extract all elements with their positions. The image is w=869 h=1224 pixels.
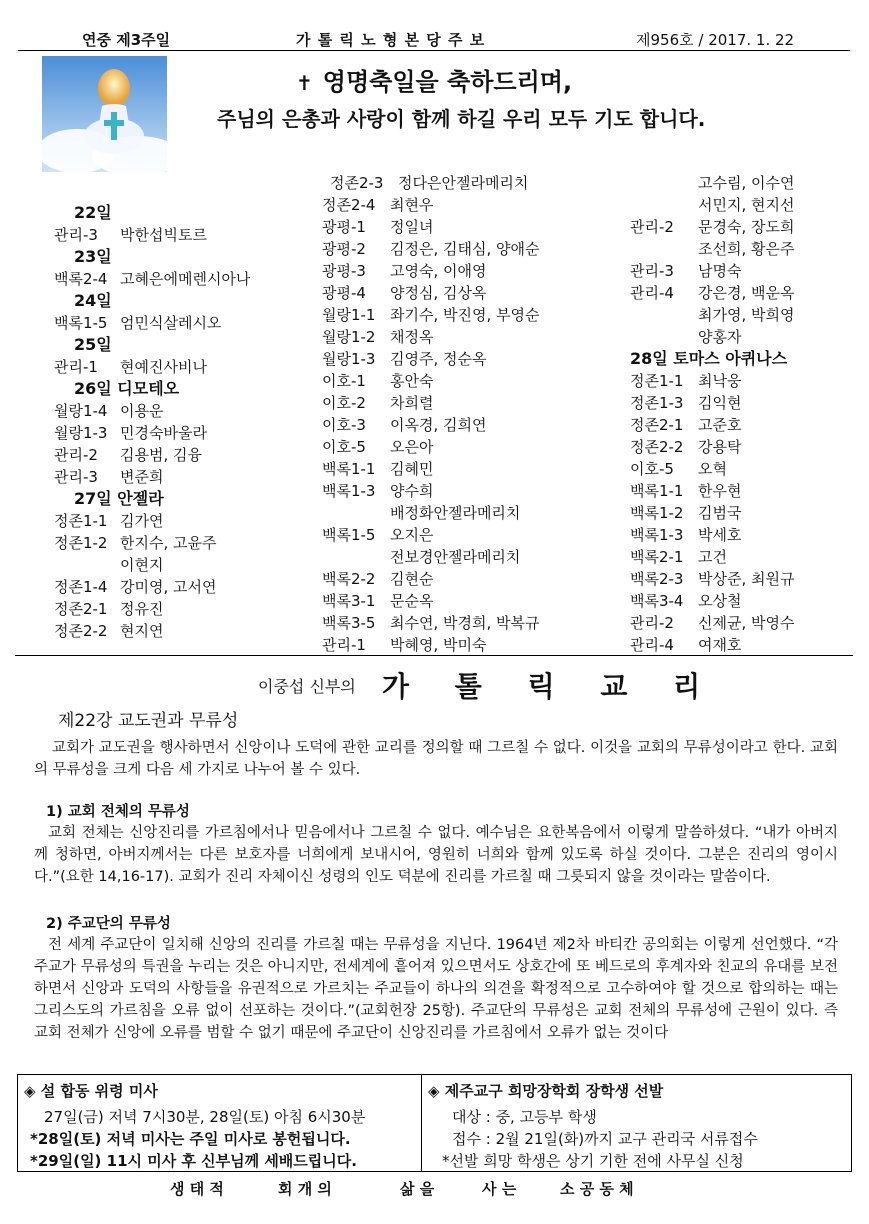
group-label: 광평-2 bbox=[322, 240, 366, 258]
member-names: 서민지, 현지선 bbox=[698, 196, 795, 214]
feast-entry bbox=[630, 502, 794, 524]
feast-entry bbox=[322, 546, 539, 568]
group-label bbox=[54, 554, 120, 576]
feast-entry bbox=[54, 444, 250, 466]
section1-title: 1) 교회 전체의 무류성 bbox=[46, 804, 190, 820]
member-names: 문경숙, 장도희 bbox=[698, 218, 795, 236]
feast-entry bbox=[630, 568, 794, 590]
member-names: 전보경안젤라메리치 bbox=[390, 548, 521, 566]
feast-entry bbox=[630, 612, 794, 634]
group-label: 광평-1 bbox=[322, 218, 366, 236]
feast-entry bbox=[54, 400, 250, 422]
feast-entry bbox=[322, 568, 539, 590]
group-label: 관리-1 bbox=[54, 358, 98, 376]
feast-day-heading: 22일 bbox=[74, 203, 112, 222]
member-names: 고준호 bbox=[698, 416, 742, 434]
liturgical-week: 연중 제3주일 bbox=[82, 31, 171, 49]
group-label bbox=[630, 326, 698, 348]
feast-entry bbox=[322, 414, 539, 436]
member-names: 이옥경, 김희연 bbox=[390, 416, 487, 434]
member-names: 엄민식살레시오 bbox=[120, 314, 222, 332]
feast-entry bbox=[54, 312, 250, 334]
group-label: 백록2-2 bbox=[322, 570, 376, 588]
group-label: 정존2-1 bbox=[54, 600, 108, 618]
group-label bbox=[322, 502, 390, 524]
feast-day-heading: 23일 bbox=[74, 247, 112, 266]
feast-entry bbox=[630, 414, 794, 436]
group-label bbox=[630, 172, 698, 194]
member-names: 김용범, 김융 bbox=[120, 446, 202, 464]
member-names: 고수림, 이수연 bbox=[698, 174, 795, 192]
feast-list-col2 bbox=[322, 172, 539, 656]
section2-text: 전 세계 주교단이 일치해 신앙의 진리를 가르칠 때는 무류성을 지닌다. 1964년 제2차 바티칸 공의회는 이렇게 선언했다. “각 주교가 무류성의 특권을 누리는 것은 아니지만, 전세계에 흩어져 있으면서도 상호간에 또 베드로의 후계자와 친교의 유대를 보전하면서 신앙과 도덕의 사항들을 유권적으로 가르치는 주교들이 하나의 의견을 확정적으로 고수하여야 할 것으로 합의하는 때는 그리스도의 가르침을 오류 없이 선포하는 것이다.”(교회헌장 25항). 주교단의 무류성은 교회 전체의 무류성에 근원이 있다. 즉 교회 전체가 신앙에 오류를 범할 수 없기 때문에 주교단이 신앙진리를 가르침에서 오류가 없는 것이다 bbox=[34, 937, 838, 1041]
feast-entry bbox=[54, 576, 250, 598]
group-label: 백록1-3 bbox=[322, 482, 376, 500]
group-label: 이호-1 bbox=[322, 372, 366, 390]
member-names: 배정화안젤라메리치 bbox=[390, 504, 521, 522]
group-label: 백록1-1 bbox=[630, 482, 684, 500]
feast-day-heading: 24일 bbox=[74, 291, 112, 310]
notice-left-line: *29일(일) 11시 미사 후 신부님께 세배드립니다. bbox=[30, 1152, 357, 1170]
group-label: 관리-4 bbox=[630, 284, 674, 302]
feast-entry bbox=[630, 216, 794, 238]
doctrine-author: 이중섭 신부의 bbox=[258, 677, 356, 696]
member-names: 정일녀 bbox=[390, 218, 434, 236]
member-names: 김현순 bbox=[390, 570, 434, 588]
notice-right-title: ◈ 제주교구 희망장학회 장학생 선발 bbox=[428, 1082, 664, 1100]
bulletin-name: 가 톨 릭 노 형 본 당 주 보 bbox=[296, 31, 486, 49]
banner-subtitle: 주님의 은총과 사랑이 함께 하길 우리 모두 기도 합니다. bbox=[217, 107, 706, 131]
section1-text: 교회 전체는 신앙진리를 가르침에서나 믿음에서나 그르칠 수 없다. 예수님은 요한복음에서 이렇게 말씀하셨다. “내가 아버지께 청하면, 아버지께서는 다른 보호자를 너희에게 보내시어, 영원히 너희와 함께 있도록 하실 것이다. 그분은 진리의 영이시다.”(요한 14,16-17). 교회가 진리 자체이신 성령의 인도 덕분에 진리를 가르칠 때 그릇되지 않을 것이라는 말씀이다. bbox=[34, 825, 838, 885]
footer-word: 생 태 적 bbox=[170, 1180, 224, 1198]
member-names: 오혁 bbox=[698, 460, 727, 478]
footer-word: 삶 을 bbox=[400, 1180, 435, 1198]
notice-left-line: 27일(금) 저녁 7시30분, 28일(토) 아침 6시30분 bbox=[44, 1108, 366, 1126]
feast-entry bbox=[322, 612, 539, 634]
group-label: 월랑1-3 bbox=[322, 350, 376, 368]
group-label: 광평-4 bbox=[322, 284, 366, 302]
notice-left-title: ◈ 설 합동 위령 미사 bbox=[24, 1082, 158, 1100]
member-names: 차희렬 bbox=[390, 394, 434, 412]
group-label: 정존2-4 bbox=[322, 196, 376, 214]
group-label: 정존2-2 bbox=[630, 438, 684, 456]
member-names: 남명숙 bbox=[698, 262, 742, 280]
feast-day-heading: 26일 디모테오 bbox=[74, 379, 180, 398]
feast-entry bbox=[322, 238, 539, 260]
member-names: 강미영, 고서연 bbox=[120, 578, 217, 596]
feast-entry bbox=[322, 392, 539, 414]
feast-entry bbox=[54, 224, 250, 246]
group-label: 백록2-4 bbox=[54, 270, 108, 288]
group-label: 정존1-1 bbox=[54, 512, 108, 530]
feast-entry bbox=[322, 348, 539, 370]
feast-entry bbox=[630, 172, 794, 194]
group-label: 정존2-1 bbox=[630, 416, 684, 434]
group-label bbox=[322, 546, 390, 568]
member-names: 신제균, 박영수 bbox=[698, 614, 795, 632]
feast-day-heading: 25일 bbox=[74, 335, 112, 354]
member-names: 현예진사비나 bbox=[120, 358, 207, 376]
group-label: 정존1-4 bbox=[54, 578, 108, 596]
feast-entry bbox=[322, 480, 539, 502]
feast-entry bbox=[630, 392, 794, 414]
feast-entry bbox=[54, 268, 250, 290]
banner-title-text: 영명축일을 축하드리며, bbox=[322, 68, 573, 96]
group-label: 월랑1-4 bbox=[54, 402, 108, 420]
member-names: 김영주, 정순옥 bbox=[390, 350, 487, 368]
feast-entry bbox=[54, 356, 250, 378]
member-names: 김가연 bbox=[120, 512, 164, 530]
group-label bbox=[630, 238, 698, 260]
notice-scholarship bbox=[421, 1074, 852, 1172]
member-names: 좌기수, 박진영, 부영순 bbox=[390, 306, 540, 324]
feast-entry bbox=[322, 194, 539, 216]
group-label bbox=[630, 304, 698, 326]
group-label: 백록1-1 bbox=[322, 460, 376, 478]
member-names: 이용운 bbox=[120, 402, 164, 420]
feast-entry bbox=[54, 598, 250, 620]
feast-entry bbox=[322, 634, 539, 656]
issue-date: 제956호 / 2017. 1. 22 bbox=[636, 31, 795, 49]
feast-entry bbox=[54, 532, 250, 554]
group-label: 관리-3 bbox=[630, 262, 674, 280]
member-names: 김익현 bbox=[698, 394, 742, 412]
feast-entry bbox=[322, 436, 539, 458]
feast-entry bbox=[630, 260, 794, 282]
feast-entry bbox=[630, 480, 794, 502]
feast-entry bbox=[322, 326, 539, 348]
group-label: 정존2-2 bbox=[54, 622, 108, 640]
member-names: 문순옥 bbox=[390, 592, 434, 610]
member-names: 고혜은에메렌시아나 bbox=[120, 270, 251, 288]
group-label: 백록2-3 bbox=[630, 570, 684, 588]
feast-day-heading: 27일 안젤라 bbox=[74, 489, 164, 508]
banner-title bbox=[296, 62, 572, 97]
group-label: 이호-2 bbox=[322, 394, 366, 412]
feast-entry bbox=[322, 370, 539, 392]
header-divider bbox=[18, 50, 850, 51]
group-label: 관리-4 bbox=[630, 636, 674, 654]
footer-word: 회 개 의 bbox=[278, 1180, 332, 1198]
feast-entry bbox=[54, 510, 250, 532]
group-label bbox=[630, 194, 698, 216]
group-label: 관리-3 bbox=[54, 468, 98, 486]
feast-day-heading: 28일 토마스 아퀴나스 bbox=[630, 349, 788, 368]
member-names: 정다은안젤라메리치 bbox=[398, 174, 529, 192]
notice-memorial-mass bbox=[17, 1074, 422, 1172]
group-label: 관리-3 bbox=[54, 226, 98, 244]
member-names: 조선희, 황은주 bbox=[698, 240, 795, 258]
member-names: 박상준, 최원규 bbox=[698, 570, 795, 588]
member-names: 고건 bbox=[698, 548, 727, 566]
member-names: 박한섭빅토르 bbox=[120, 226, 207, 244]
group-label: 월랑1-2 bbox=[322, 328, 376, 346]
lecture-title: 제22강 교도권과 무류성 bbox=[58, 711, 239, 731]
feast-entry bbox=[322, 502, 539, 524]
feast-entry bbox=[630, 370, 794, 392]
feast-entry bbox=[630, 590, 794, 612]
cross-icon: ✝ bbox=[296, 71, 313, 95]
member-names: 강용탁 bbox=[698, 438, 742, 456]
member-names: 채정옥 bbox=[390, 328, 434, 346]
feast-entry bbox=[630, 458, 794, 480]
group-label: 정존1-1 bbox=[630, 372, 684, 390]
member-names: 양수희 bbox=[390, 482, 434, 500]
feast-entry bbox=[630, 194, 794, 216]
group-label: 관리-2 bbox=[630, 614, 674, 632]
footer-word: 사 는 bbox=[482, 1180, 517, 1198]
group-label: 이호-5 bbox=[322, 438, 366, 456]
group-label: 월랑1-3 bbox=[54, 424, 108, 442]
group-label: 관리-1 bbox=[322, 636, 366, 654]
feast-list-col1 bbox=[54, 202, 250, 642]
feast-entry bbox=[54, 620, 250, 642]
member-names: 오지은 bbox=[390, 526, 434, 544]
member-names: 양정심, 김상옥 bbox=[390, 284, 487, 302]
member-names: 박혜영, 박미숙 bbox=[390, 636, 487, 654]
section-divider bbox=[15, 655, 853, 656]
feast-entry bbox=[54, 554, 250, 576]
feast-list-col3 bbox=[630, 172, 794, 656]
group-label: 백록1-3 bbox=[630, 526, 684, 544]
member-names: 최가영, 박희영 bbox=[698, 306, 795, 324]
group-label: 백록2-1 bbox=[630, 548, 684, 566]
feast-entry bbox=[630, 282, 794, 304]
member-names: 민경숙바울라 bbox=[120, 424, 207, 442]
feast-entry bbox=[322, 172, 539, 194]
feast-entry bbox=[630, 326, 794, 348]
member-names: 한우현 bbox=[698, 482, 742, 500]
feast-entry bbox=[322, 304, 539, 326]
feast-entry bbox=[322, 260, 539, 282]
celebration-photo bbox=[42, 56, 167, 172]
member-names: 정유진 bbox=[120, 600, 164, 618]
member-names: 변준희 bbox=[120, 468, 164, 486]
group-label: 정존1-3 bbox=[630, 394, 684, 412]
feast-entry bbox=[630, 634, 794, 656]
group-label: 백록3-5 bbox=[322, 614, 376, 632]
group-label: 관리-2 bbox=[630, 218, 674, 236]
notice-right-line: *선발 희망 학생은 상기 기한 전에 사무실 신청 bbox=[442, 1152, 744, 1170]
group-label: 백록3-4 bbox=[630, 592, 684, 610]
group-label: 백록1-2 bbox=[630, 504, 684, 522]
notice-left-line: *28일(토) 저녁 미사는 주일 미사로 봉헌됩니다. bbox=[30, 1130, 351, 1148]
member-names: 강은경, 백운옥 bbox=[698, 284, 795, 302]
feast-entry bbox=[322, 524, 539, 546]
member-names: 최낙웅 bbox=[698, 372, 742, 390]
notice-right-line: 접수 : 2월 21일(화)까지 교구 관리국 서류접수 bbox=[452, 1130, 758, 1148]
member-names: 한지수, 고윤주 bbox=[120, 534, 217, 552]
feast-entry bbox=[630, 304, 794, 326]
doctrine-title: 가 톨 릭 교 리 bbox=[382, 670, 719, 703]
feast-entry bbox=[322, 458, 539, 480]
feast-entry bbox=[322, 282, 539, 304]
feast-entry bbox=[630, 524, 794, 546]
feast-entry bbox=[630, 546, 794, 568]
notice-right-line: 대상 : 중, 고등부 학생 bbox=[452, 1108, 597, 1126]
doctrine-intro: 교회가 교도권을 행사하면서 신앙이나 도덕에 관한 교리를 정의할 때 그르칠 수 없다. 이것을 교회의 무류성이라고 한다. 교회의 무류성을 크게 다음 세 가지로 나누어 볼 수 있다. bbox=[34, 740, 838, 778]
member-names: 오상철 bbox=[698, 592, 742, 610]
group-label: 월랑1-1 bbox=[322, 306, 376, 324]
group-label: 이호-3 bbox=[322, 416, 366, 434]
member-names: 김정은, 김태심, 양애순 bbox=[390, 240, 540, 258]
feast-entry bbox=[630, 436, 794, 458]
member-names: 김범국 bbox=[698, 504, 742, 522]
member-names: 여재호 bbox=[698, 636, 742, 654]
group-label: 백록3-1 bbox=[322, 592, 376, 610]
feast-entry bbox=[54, 466, 250, 488]
footer-word: 소 공 동 체 bbox=[560, 1180, 634, 1198]
member-names: 박세호 bbox=[698, 526, 742, 544]
bulletin-header bbox=[0, 26, 869, 50]
member-names: 최수연, 박경희, 박복규 bbox=[390, 614, 540, 632]
group-label: 정존1-2 bbox=[54, 534, 108, 552]
feast-entry bbox=[630, 238, 794, 260]
feast-entry bbox=[54, 422, 250, 444]
group-label: 정존2-3 bbox=[330, 174, 384, 192]
group-label: 백록1-5 bbox=[322, 526, 376, 544]
group-label: 백록1-5 bbox=[54, 314, 108, 332]
member-names: 현지연 bbox=[120, 622, 164, 640]
feast-entry bbox=[322, 590, 539, 612]
group-label: 관리-2 bbox=[54, 446, 98, 464]
member-names: 양홍자 bbox=[698, 328, 742, 346]
member-names: 오은아 bbox=[390, 438, 434, 456]
group-label: 이호-5 bbox=[630, 460, 674, 478]
member-names: 최현우 bbox=[390, 196, 434, 214]
member-names: 고영숙, 이애영 bbox=[390, 262, 487, 280]
feast-entry bbox=[322, 216, 539, 238]
member-names: 김혜민 bbox=[390, 460, 434, 478]
member-names: 홍안숙 bbox=[390, 372, 434, 390]
member-names: 이현지 bbox=[120, 556, 164, 574]
group-label: 광평-3 bbox=[322, 262, 366, 280]
section2-title: 2) 주교단의 무류성 bbox=[46, 916, 171, 932]
